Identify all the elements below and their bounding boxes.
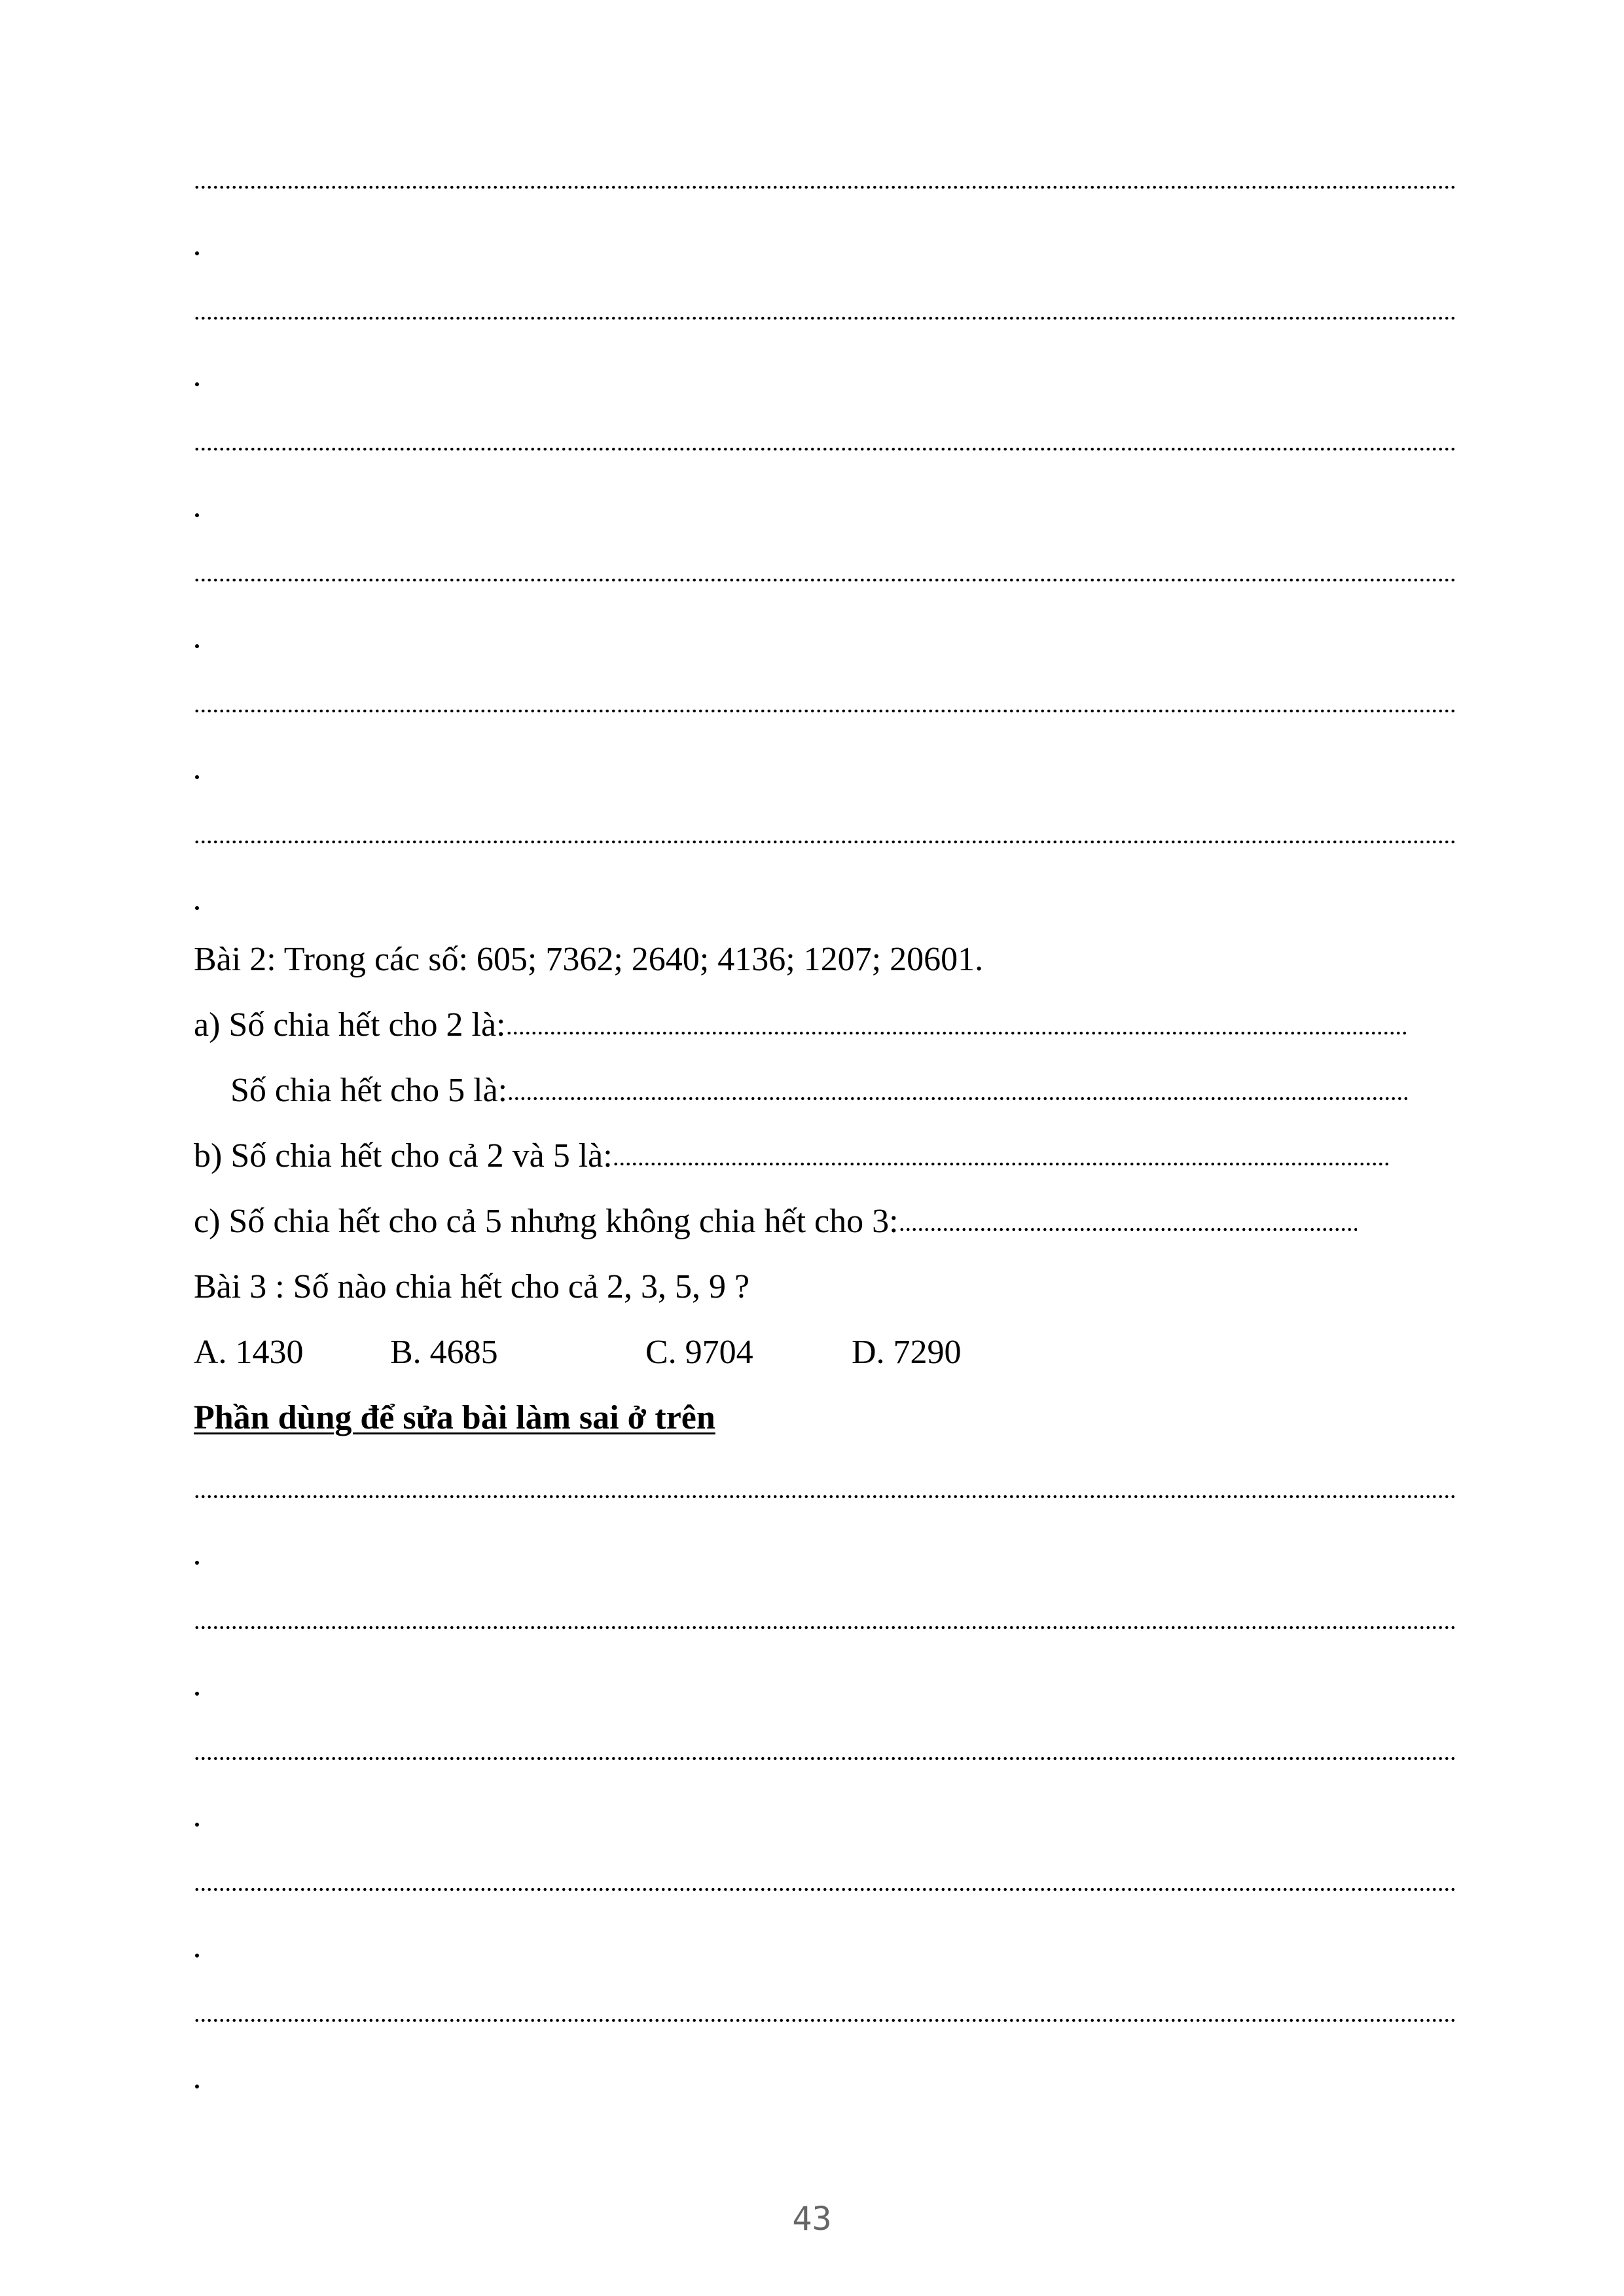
correction-line-end-dot bbox=[195, 1954, 199, 1958]
answer-line-end-dot bbox=[195, 513, 199, 517]
answer-line bbox=[194, 316, 1457, 321]
answer-line-end-dot bbox=[195, 644, 199, 648]
correction-line bbox=[194, 1887, 1457, 1892]
option-a[interactable]: A. 1430 bbox=[194, 1334, 304, 1371]
correction-line bbox=[194, 1756, 1457, 1761]
answer-line bbox=[194, 577, 1457, 583]
exercise-2a-second bbox=[230, 1071, 1411, 1110]
exercise-2c-answer-blank[interactable] bbox=[899, 1227, 1357, 1232]
exercise-2a-second-label: Số chia hết cho 5 là: bbox=[230, 1072, 508, 1109]
answer-line-end-dot bbox=[195, 906, 199, 910]
answer-line-end-dot bbox=[195, 382, 199, 386]
answer-line bbox=[194, 185, 1457, 190]
answer-line bbox=[194, 839, 1457, 845]
option-b[interactable]: B. 4685 bbox=[390, 1334, 498, 1371]
exercise-3-options bbox=[194, 1333, 962, 1372]
exercise-2a-second-answer-blank[interactable] bbox=[507, 1096, 1411, 1101]
page-number: 43 bbox=[792, 2200, 832, 2238]
correction-line-end-dot bbox=[195, 2085, 199, 2088]
correction-heading: Phần dùng để sửa bài làm sai ở trên bbox=[194, 1399, 715, 1436]
correction-line-end-dot bbox=[195, 1823, 199, 1827]
correction-line bbox=[194, 1494, 1457, 1499]
exercise-3-title: Bài 3 : Số nào chia hết cho cả 2, 3, 5, 9 ? bbox=[194, 1268, 750, 1305]
answer-line-end-dot bbox=[195, 775, 199, 779]
exercise-2c bbox=[194, 1202, 1357, 1241]
correction-line-end-dot bbox=[195, 1692, 199, 1696]
exercise-2a-label: a) Số chia hết cho 2 là: bbox=[194, 1006, 506, 1044]
correction-line bbox=[194, 1625, 1457, 1630]
option-c[interactable]: C. 9704 bbox=[645, 1334, 753, 1371]
exercise-2b-answer-blank[interactable] bbox=[613, 1161, 1392, 1167]
answer-line bbox=[194, 446, 1457, 452]
answer-line-end-dot bbox=[195, 251, 199, 255]
exercise-2a bbox=[194, 1006, 1409, 1045]
exercise-2-title: Bài 2: Trong các số: 605; 7362; 2640; 4136; 1207; 20601. bbox=[194, 941, 984, 978]
option-d[interactable]: D. 7290 bbox=[852, 1334, 962, 1371]
exercise-2b bbox=[194, 1137, 1392, 1176]
exercise-2a-answer-blank[interactable] bbox=[506, 1030, 1409, 1036]
answer-line bbox=[194, 708, 1457, 714]
correction-line-end-dot bbox=[195, 1561, 199, 1565]
exercise-2b-label: b) Số chia hết cho cả 2 và 5 là: bbox=[194, 1137, 613, 1175]
exercise-2c-label: c) Số chia hết cho cả 5 nhưng không chia hết cho 3: bbox=[194, 1203, 899, 1240]
correction-line bbox=[194, 2018, 1457, 2023]
